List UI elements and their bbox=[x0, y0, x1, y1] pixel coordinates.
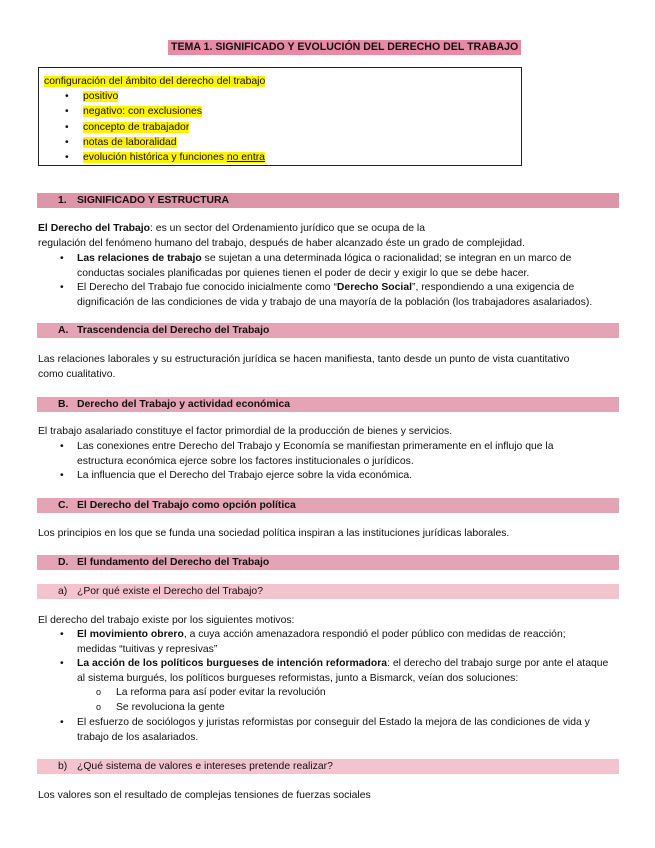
scope-item: • concepto de trabajador bbox=[44, 120, 521, 135]
section-d-heading: D. El fundamento del Derecho del Trabajo bbox=[37, 555, 619, 570]
list-item: • Las relaciones de trabajo se sujetan a una determinada lógica o racionalidad; se integran en un marco de bbox=[60, 252, 620, 267]
list-item: • La acción de los políticos burgueses de intención reformadora: el derecho del trabajo surge por ante el ataque bbox=[60, 657, 620, 672]
list-item: • La influencia que el Derecho del Trabajo ejerce sobre la vida económica. bbox=[60, 469, 620, 484]
scope-item: • positivo bbox=[44, 89, 521, 104]
scope-box-heading: configuración del ámbito del derecho del trabajo bbox=[44, 76, 266, 87]
list-item: • El esfuerzo de sociólogos y juristas reformistas por conseguir del Estado la mejora de las condiciones de vida y bbox=[60, 716, 620, 731]
subsection-a-bullets-2: • El esfuerzo de sociólogos y juristas reformistas por conseguir del Estado la mejora de las condiciones de vida y trabajo de los asalariados. bbox=[60, 716, 620, 745]
subsection-a-paragraph: El derecho del trabajo existe por los siguientes motivos: bbox=[38, 615, 295, 626]
section-b-paragraph: El trabajo asalariado constituye el factor primordial de la producción de bienes y servicios. bbox=[38, 426, 453, 437]
list-item: • El movimiento obrero, a cuya acción amenazadora respondió el poder público con medidas de reacción; bbox=[60, 628, 620, 643]
section-1-bullets: • Las relaciones de trabajo se sujetan a una determinada lógica o racionalidad; se integran en un marco de conductas sociales planificadas por quienes tienen el poder de decir y exigir lo que se debe hacer. • El Derecho del Trabajo fue conocido inicialmente como “Derecho Social”, respondiendo a una exigencia de dignificación de las condiciones de vida y trabajo de una mayoría de la población (los trabajadores asalariados). bbox=[60, 252, 620, 310]
scope-item: • notas de laboralidad bbox=[44, 135, 521, 150]
section-c-heading: C. El Derecho del Trabajo como opción política bbox=[37, 498, 619, 513]
list-item: • Las conexiones entre Derecho del Trabajo y Economía se manifiestan primeramente en el influjo que la bbox=[60, 440, 620, 455]
document-title: TEMA 1. SIGNIFICADO Y EVOLUCIÓN DEL DERECHO DEL TRABAJO bbox=[168, 40, 521, 55]
section-1-heading: 1. SIGNIFICADO Y ESTRUCTURA bbox=[37, 193, 619, 208]
sub-bullets bbox=[96, 686, 326, 715]
scope-item: • evolución histórica y funciones no entra bbox=[44, 150, 521, 165]
section-c-paragraph: Los principios en los que se funda una sociedad política inspiran a las instituciones jurídicas laborales. bbox=[38, 528, 510, 539]
section-a-paragraph: Las relaciones laborales y su estructuración jurídica se hacen manifiesta, tanto desde un punto de vista cuantitativo como cualitativo. bbox=[38, 354, 570, 380]
section-b-heading: B. Derecho del Trabajo y actividad económica bbox=[37, 397, 619, 412]
scope-box bbox=[38, 67, 522, 166]
sub-list-item: o La reforma para así poder evitar la revolución bbox=[96, 686, 326, 701]
sub-list-item: o Se revoluciona la gente bbox=[96, 701, 326, 716]
list-item: • El Derecho del Trabajo fue conocido inicialmente como “Derecho Social”, respondiendo a una exigencia de bbox=[60, 281, 620, 296]
section-b-bullets: • Las conexiones entre Derecho del Trabajo y Economía se manifiestan primeramente en el influjo que la estructura económica ejerce sobre los factores institucionales o jurídicos. • La influencia que el Derecho del Trabajo ejerce sobre la vida económica. bbox=[60, 440, 620, 484]
scope-item: • negativo: con exclusiones bbox=[44, 104, 521, 119]
subsection-a-heading: a) ¿Por qué existe el Derecho del Trabajo? bbox=[37, 584, 619, 599]
subsection-b-paragraph: Los valores son el resultado de complejas tensiones de fuerzas sociales bbox=[38, 790, 371, 801]
subsection-a-bullets: • El movimiento obrero, a cuya acción amenazadora respondió el poder público con medidas de reacción; medidas “tuitivas y represivas” • La acción de los políticos burgueses de intención reformadora: el derecho del trabajo surge por ante el ataque al sistema burgués, los políticos burgueses reformistas, junto a Bismarck, veían dos soluciones: bbox=[60, 628, 620, 686]
section-1-intro: El Derecho del Trabajo: es un sector del Ordenamiento jurídico que se ocupa de la regulación del fenómeno humano del trabajo, después de haber alcanzado éste un grado de complejidad. bbox=[38, 223, 525, 249]
subsection-b-heading: b) ¿Qué sistema de valores e intereses pretende realizar? bbox=[37, 759, 619, 774]
section-a-heading: A. Trascendencia del Derecho del Trabajo bbox=[37, 323, 619, 338]
